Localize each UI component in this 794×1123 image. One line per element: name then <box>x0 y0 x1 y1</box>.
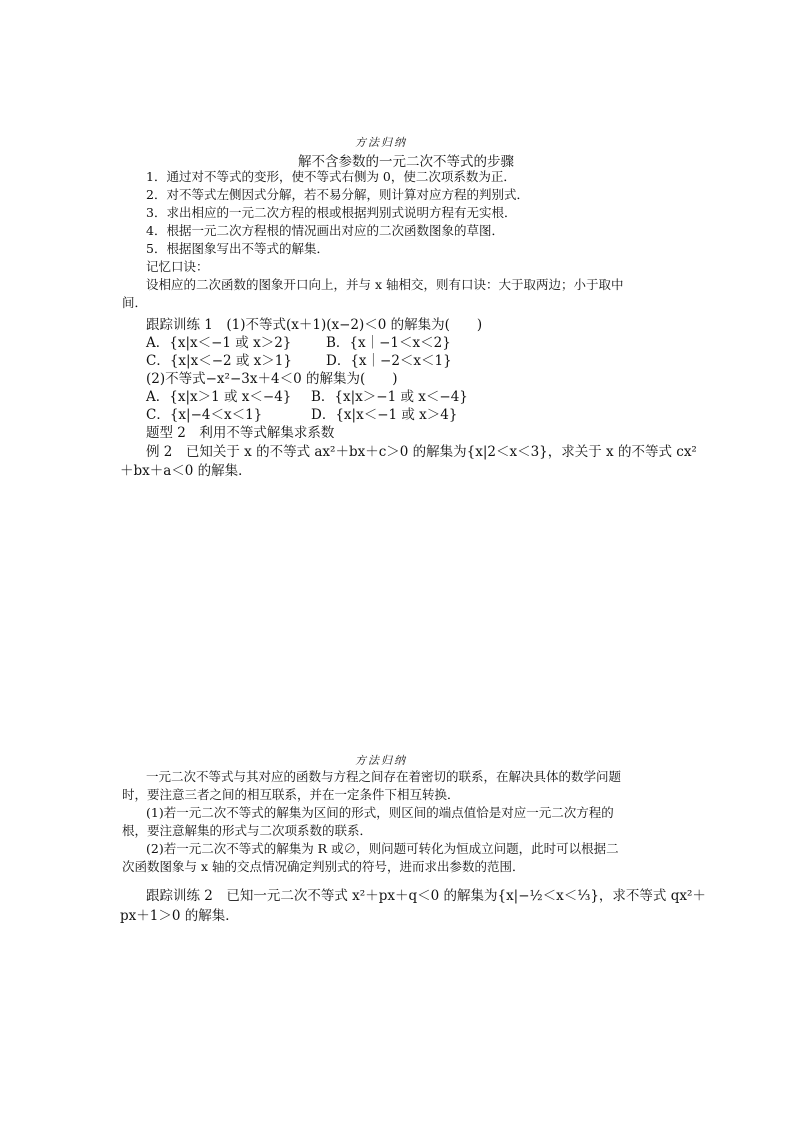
training1-q2-option-a: A．{x|x＞1 或 x＜−4} <box>146 389 292 405</box>
training1-q2-option-c: C．{x|−4＜x＜1} <box>146 407 263 423</box>
method2-p2-line-2: 根，要注意解集的形式与二次项系数的联系． <box>122 823 373 838</box>
method-heading-2: 方法归纳 <box>355 754 407 767</box>
method2-p1-line-1: 一元二次不等式与其对应的函数与方程之间存在着密切的联系，在解决具体的数学问题 <box>146 769 622 784</box>
example2-line-2: ＋bx＋a＜0 的解集． <box>120 463 252 479</box>
type2-heading: 题型 2 利用不等式解集求系数 <box>146 425 335 441</box>
training1-q1-option-c: C．{x|x＜−2 或 x＞1} <box>146 353 292 369</box>
training1-q1-option-b: B．{x｜−1＜x＜2} <box>326 335 451 351</box>
step-5: 5．根据图象写出不等式的解集． <box>146 241 329 256</box>
step-1: 1．通过对不等式的变形，使不等式右侧为 0，使二次项系数为正． <box>146 169 516 184</box>
example2-line-1: 例 2 已知关于 x 的不等式 ax²＋bx＋c＞0 的解集为{x|2＜x＜3}，求关于 x 的不等式 cx² <box>146 444 697 460</box>
method2-p3-line-1: (2)若一元二次不等式的解集为 R 或∅，则问题可转化为恒成立问题，此时可以根据二 <box>146 841 619 856</box>
memo-label: 记忆口诀： <box>146 259 209 274</box>
training1-q2-option-d: D．{x|x＜−1 或 x＞4} <box>311 407 458 423</box>
step-2: 2．对不等式左侧因式分解，若不易分解，则计算对应方程的判别式． <box>146 187 529 202</box>
memo-line-2: 间． <box>122 295 148 310</box>
method2-p3-line-2: 次函数图象与 x 轴的交点情况确定判别式的符号，进而求出参数的范围． <box>122 859 525 874</box>
section-title: 解不含参数的一元二次不等式的步骤 <box>298 154 514 170</box>
training2-line-2: px＋1＞0 的解集． <box>120 908 239 924</box>
training1-q1-stem: 跟踪训练 1 (1)不等式(x＋1)(x−2)＜0 的解集为( ) <box>146 317 483 333</box>
memo-line-1: 设相应的二次函数的图象开口向上，并与 x 轴相交，则有口诀：大于取两边；小于取中 <box>146 277 624 292</box>
training1-q2-option-b: B．{x|x＞−1 或 x＜−4} <box>311 389 468 405</box>
method-heading-1: 方法归纳 <box>355 136 407 149</box>
step-4: 4．根据一元二次方程根的情况画出对应的二次函数图象的草图． <box>146 223 504 238</box>
training1-q1-option-d: D．{x｜−2＜x＜1} <box>326 353 452 369</box>
method2-p2-line-1: (1)若一元二次不等式的解集为区间的形式，则区间的端点值恰是对应一元二次方程的 <box>146 805 614 820</box>
training1-q2-stem: (2)不等式−x²−3x＋4＜0 的解集为( ) <box>146 371 398 387</box>
training1-q1-option-a: A．{x|x＜−1 或 x＞2} <box>146 335 292 351</box>
training2-line-1: 跟踪训练 2 已知一元二次不等式 x²＋px＋q＜0 的解集为{x|−½＜x＜⅓}，求不等式 qx²＋ <box>146 888 706 904</box>
method2-p1-line-2: 时，要注意三者之间的相互联系，并在一定条件下相互转换． <box>122 787 460 802</box>
step-3: 3．求出相应的一元二次方程的根或根据判别式说明方程有无实根． <box>146 205 517 220</box>
